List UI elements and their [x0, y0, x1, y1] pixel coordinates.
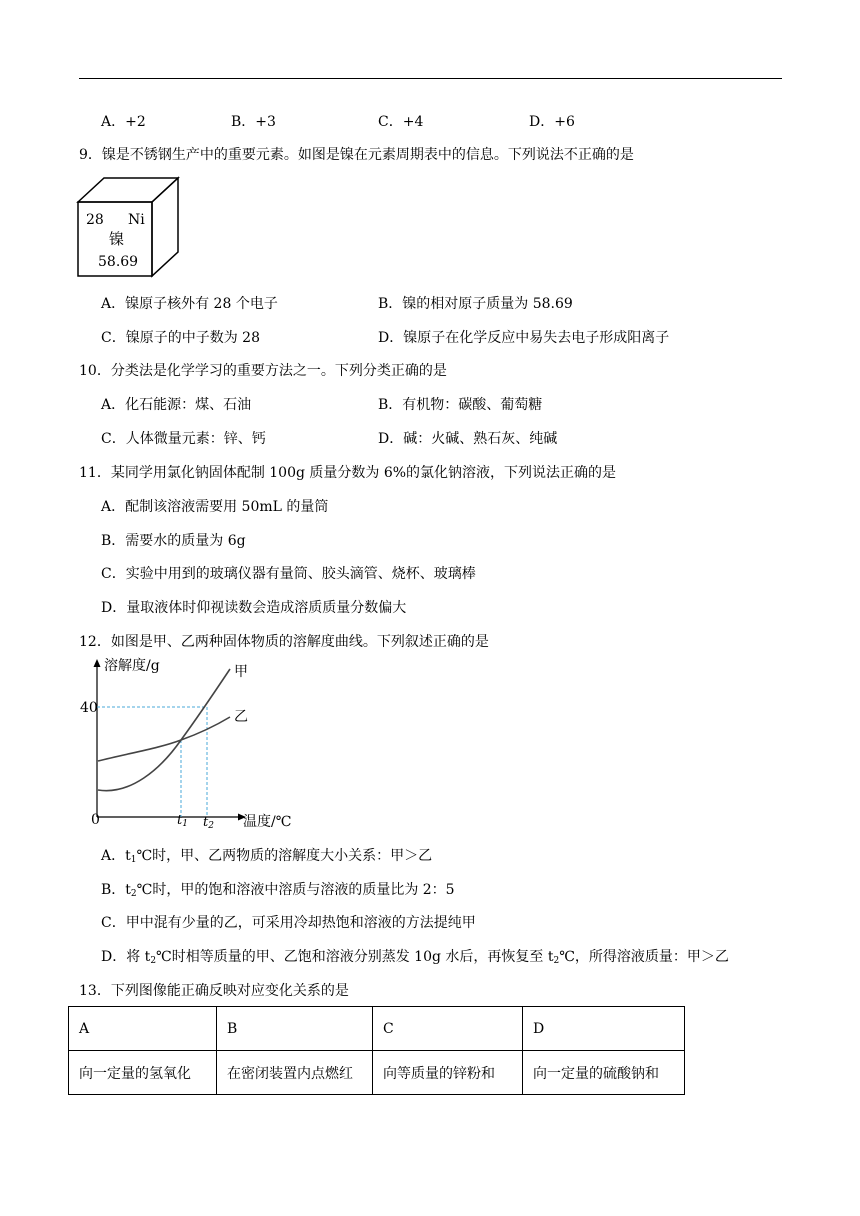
q12-option-c: C．甲中混有少量的乙，可采用冷却热饱和溶液的方法提纯甲	[101, 915, 476, 931]
header-rule	[79, 78, 782, 79]
q12-stem: 12．如图是甲、乙两种固体物质的溶解度曲线。下列叙述正确的是	[79, 634, 489, 650]
element-symbol: Ni	[128, 212, 145, 228]
q10-option-b: B．有机物：碳酸、葡萄糖	[378, 397, 543, 413]
q11-option-d: D．量取液体时仰视读数会造成溶质质量分数偏大	[101, 600, 407, 616]
q10-option-a: A．化石能源：煤、石油	[101, 397, 252, 413]
x-tick-t1: $t_1$	[177, 813, 188, 829]
q11-option-a: A．配制该溶液需要用 50mL 的量筒	[101, 499, 329, 515]
header-a: A	[69, 1007, 217, 1051]
y-axis-label: 溶解度/g	[104, 658, 160, 674]
cell-c: 向等质量的锌粉和	[373, 1051, 523, 1095]
q12-option-d: D．将 $t_2℃$时相等质量的甲、乙饱和溶液分别蒸发 10g 水后，再恢复至 $t_2℃$，所得溶液质量：甲＞乙	[101, 949, 729, 966]
q11-option-c: C．实验中用到的玻璃仪器有量筒、胶头滴管、烧杯、玻璃棒	[101, 566, 476, 582]
series-label-jia: 甲	[234, 664, 248, 680]
q8-option-b: B．+3	[231, 114, 276, 130]
q9-stem: 9．镍是不锈钢生产中的重要元素。如图是镍在元素周期表中的信息。下列说法不正确的是	[79, 147, 634, 163]
x-axis-label: 温度/℃	[243, 814, 292, 830]
q9-option-b: B．镍的相对原子质量为 58.69	[378, 296, 573, 312]
y-axis-arrow	[94, 659, 101, 667]
q13-stem: 13．下列图像能正确反映对应变化关系的是	[79, 983, 349, 999]
table-row	[69, 1007, 685, 1051]
header-d: D	[523, 1007, 685, 1051]
curve-jia	[98, 669, 230, 791]
q10-option-c: C．人体微量元素：锌、钙	[101, 431, 266, 447]
curve-yi	[98, 717, 230, 761]
series-label-yi: 乙	[234, 709, 248, 725]
q10-stem: 10．分类法是化学学习的重要方法之一。下列分类正确的是	[79, 363, 447, 379]
q11-stem: 11．某同学用氯化钠固体配制 100g 质量分数为 6%的氯化钠溶液，下列说法正确的是	[79, 465, 617, 481]
element-mass: 58.69	[98, 254, 139, 270]
header-b: B	[217, 1007, 373, 1051]
cell-b: 在密闭装置内点燃红	[217, 1051, 373, 1095]
element-name: 镍	[109, 230, 125, 248]
q8-option-c: C．+4	[378, 114, 424, 130]
q8-option-d: D．+6	[529, 114, 575, 130]
q12-option-a: A．$t_1℃$时，甲、乙两物质的溶解度大小关系：甲＞乙	[101, 848, 433, 865]
q12-option-b: B．$t_2℃$时，甲的饱和溶液中溶质与溶液的质量比为 2：5	[101, 882, 455, 899]
q9-option-a: A．镍原子核外有 28 个电子	[101, 296, 278, 312]
cell-d: 向一定量的硫酸钠和	[523, 1051, 685, 1095]
y-tick-40: 40	[80, 700, 98, 716]
cell-a: 向一定量的氢氧化	[69, 1051, 217, 1095]
element-number: 28	[86, 212, 104, 228]
solubility-curve-chart	[70, 655, 310, 835]
table-row	[69, 1051, 685, 1095]
x-tick-t2: $t_2$	[203, 815, 214, 831]
q9-option-c: C．镍原子的中子数为 28	[101, 330, 260, 346]
q10-option-d: D．碱：火碱、熟石灰、纯碱	[378, 431, 558, 447]
header-c: C	[373, 1007, 523, 1051]
q9-option-d: D．镍原子在化学反应中易失去电子形成阳离子	[378, 330, 670, 346]
q13-options-table	[68, 1006, 685, 1095]
q8-option-a: A．+2	[101, 114, 146, 130]
origin-label: 0	[91, 812, 100, 828]
q11-option-b: B．需要水的质量为 6g	[101, 533, 246, 549]
